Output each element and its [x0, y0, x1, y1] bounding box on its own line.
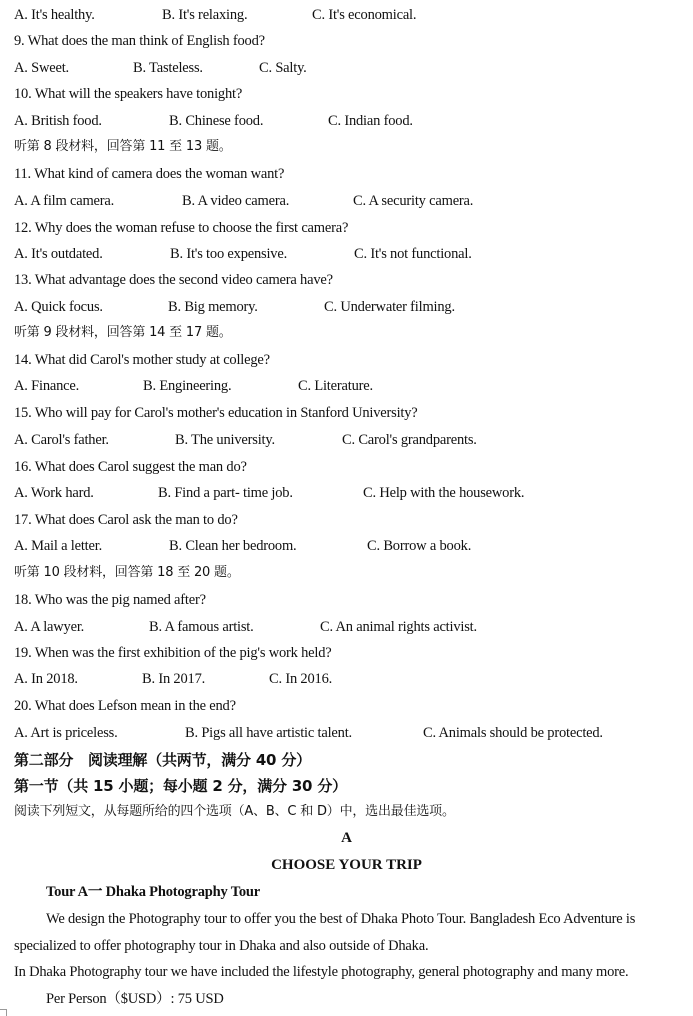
option-a: A. British food.: [14, 113, 102, 129]
option-c: C. In 2016.: [269, 671, 333, 687]
option-c: C. It's not functional.: [354, 246, 472, 262]
option-c: C. Carol's grandparents.: [342, 432, 477, 448]
option-b: B. It's relaxing.: [162, 7, 248, 23]
section-one-heading: 第一节（共 15 小题；每小题 2 分，满分 30 分）: [14, 777, 347, 795]
option-c: C. Literature.: [298, 378, 373, 394]
option-a: A. A film camera.: [14, 193, 115, 209]
option-c: C. An animal rights activist.: [320, 619, 477, 635]
question-12-stem: 12. Why does the woman refuse to choose the first camera?: [14, 220, 349, 236]
option-a: A. It's healthy.: [14, 7, 95, 23]
option-b: B. The university.: [175, 432, 275, 448]
option-a: A. Art is priceless.: [14, 725, 118, 741]
option-a: A. In 2018.: [14, 671, 78, 687]
passage-letter: A: [341, 830, 352, 846]
tour-a-price: Per Person（$USD）: 75 USD: [46, 991, 224, 1007]
tour-a-para2: In Dhaka Photography tour we have included the lifestyle photography, general photography and many more.: [14, 964, 629, 980]
question-13-stem: 13. What advantage does the second video camera have?: [14, 272, 333, 288]
reading-instructions: 阅读下列短文，从每题所给的四个选项（A、B、C 和 D）中，选出最佳选项。: [14, 804, 455, 819]
section-note-8: 听第 8 段材料，回答第 11 至 13 题。: [14, 139, 232, 154]
option-a: A. A lawyer.: [14, 619, 85, 635]
question-10-stem: 10. What will the speakers have tonight?: [14, 86, 243, 102]
option-a: A. Carol's father.: [14, 432, 109, 448]
tour-a-para1-line1: We design the Photography tour to offer you the best of Dhaka Photo Tour. Bangladesh Eco Adventure is: [46, 911, 636, 927]
option-c: C. Help with the housework.: [363, 485, 525, 501]
option-c: C. Borrow a book.: [367, 538, 472, 554]
tour-a-para1-line2: specialized to offer photography tour in Dhaka and also outside of Dhaka.: [14, 938, 429, 954]
option-b: B. Tasteless.: [133, 60, 203, 76]
option-b: B. Chinese food.: [169, 113, 264, 129]
tour-a-heading: Tour A一 Dhaka Photography Tour: [46, 884, 260, 900]
page-corner-mark: [0, 1009, 7, 1016]
question-18-stem: 18. Who was the pig named after?: [14, 592, 206, 608]
option-c: C. Salty.: [259, 60, 307, 76]
option-c: C. A security camera.: [353, 193, 474, 209]
question-9-stem: 9. What does the man think of English food?: [14, 33, 265, 49]
question-19-stem: 19. When was the first exhibition of the pig's work held?: [14, 645, 332, 661]
option-b: B. A video camera.: [182, 193, 290, 209]
option-b: B. Pigs all have artistic talent.: [185, 725, 352, 741]
option-b: B. Find a part- time job.: [158, 485, 293, 501]
question-11-stem: 11. What kind of camera does the woman want?: [14, 166, 285, 182]
question-20-stem: 20. What does Lefson mean in the end?: [14, 698, 236, 714]
question-15-stem: 15. Who will pay for Carol's mother's education in Stanford University?: [14, 405, 418, 421]
section-note-10: 听第 10 段材料，回答第 18 至 20 题。: [14, 565, 240, 580]
option-a: A. Mail a letter.: [14, 538, 103, 554]
option-c: C. Animals should be protected.: [423, 725, 603, 741]
question-14-stem: 14. What did Carol's mother study at college?: [14, 352, 270, 368]
option-a: A. Sweet.: [14, 60, 69, 76]
option-b: B. A famous artist.: [149, 619, 254, 635]
option-b: B. Clean her bedroom.: [169, 538, 297, 554]
option-b: B. In 2017.: [142, 671, 206, 687]
option-a: A. Work hard.: [14, 485, 94, 501]
question-16-stem: 16. What does Carol suggest the man do?: [14, 459, 247, 475]
option-c: C. Indian food.: [328, 113, 413, 129]
option-c: C. It's economical.: [312, 7, 417, 23]
option-a: A. Finance.: [14, 378, 80, 394]
section-note-9: 听第 9 段材料，回答第 14 至 17 题。: [14, 325, 232, 340]
option-b: B. It's too expensive.: [170, 246, 288, 262]
passage-title: CHOOSE YOUR TRIP: [271, 857, 422, 873]
option-b: B. Big memory.: [168, 299, 258, 315]
option-b: B. Engineering.: [143, 378, 232, 394]
option-a: A. Quick focus.: [14, 299, 103, 315]
part-two-heading: 第二部分 阅读理解（共两节，满分 40 分）: [14, 751, 311, 769]
question-17-stem: 17. What does Carol ask the man to do?: [14, 512, 238, 528]
option-c: C. Underwater filming.: [324, 299, 455, 315]
option-a: A. It's outdated.: [14, 246, 103, 262]
